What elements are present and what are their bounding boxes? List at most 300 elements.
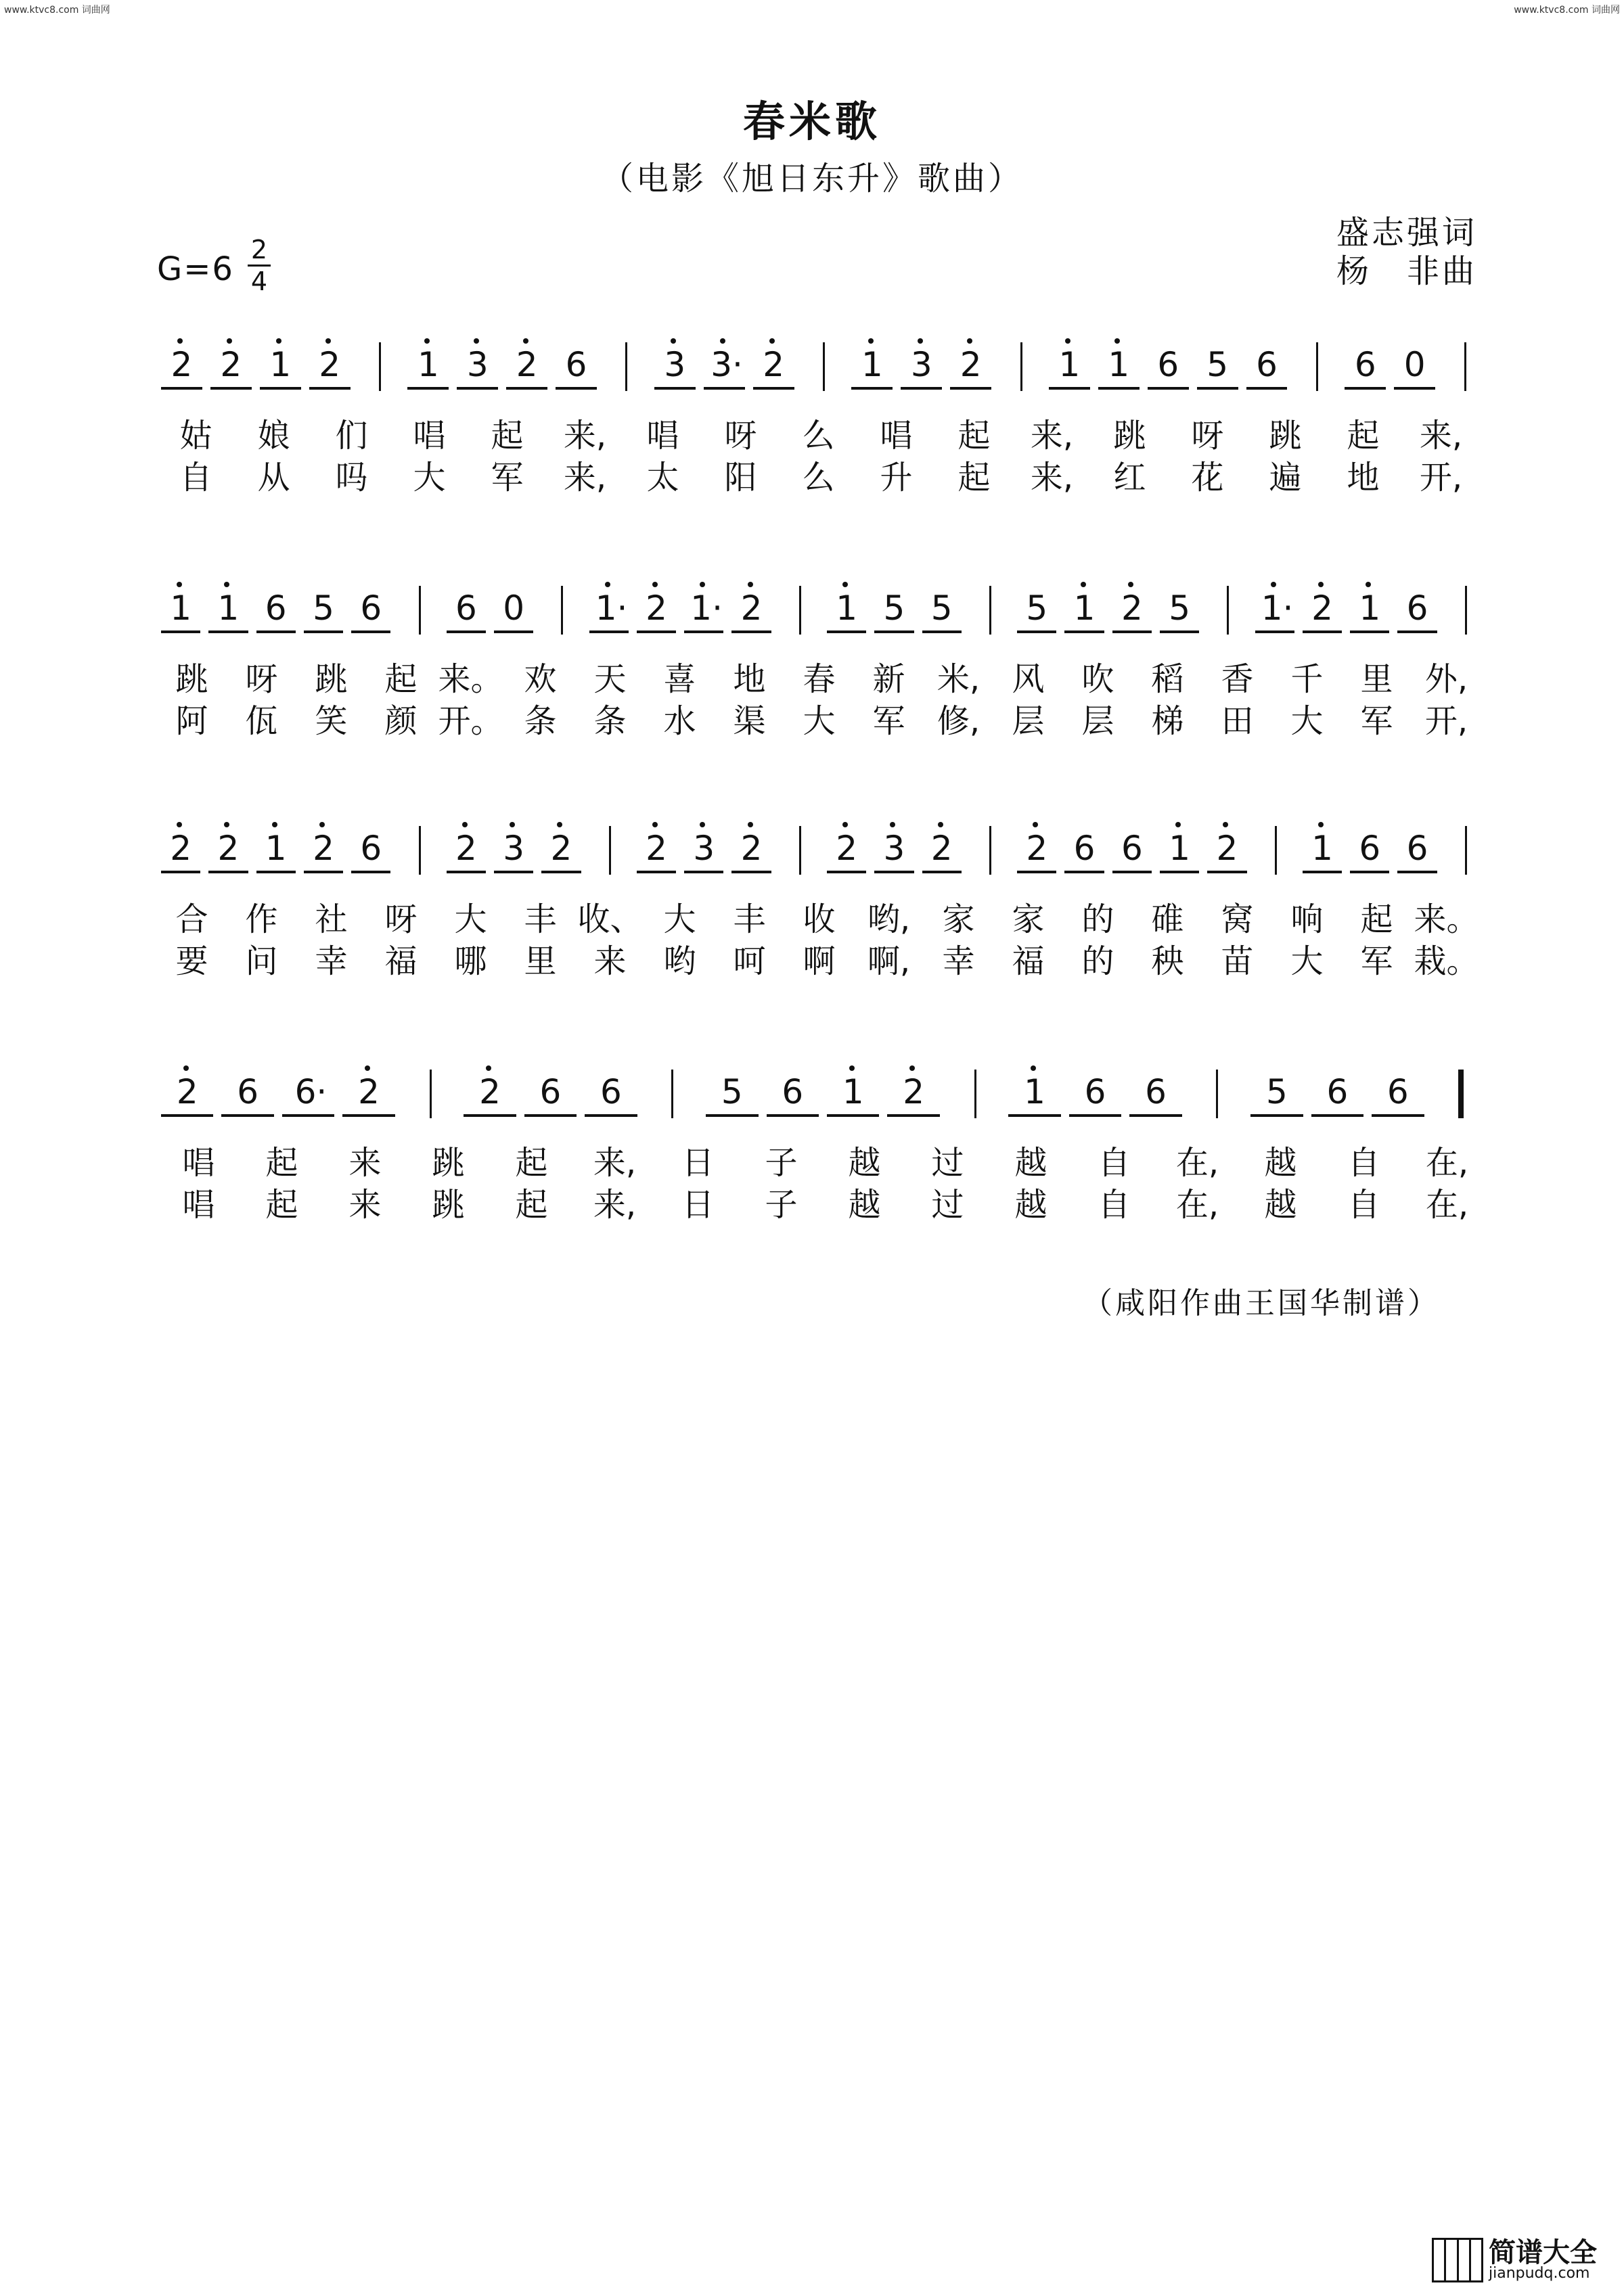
note: 2 [763, 345, 785, 384]
note: 1· [690, 589, 723, 628]
beam-line [1160, 871, 1199, 873]
beam-line [767, 1114, 819, 1117]
lyric-syllable: 新 [872, 660, 905, 698]
beam-line [1255, 630, 1294, 633]
beam-line [1017, 630, 1056, 633]
beam-line [556, 387, 597, 390]
lyrics-verse-2 [157, 935, 1481, 982]
octave-dot [1033, 822, 1038, 827]
lyric-syllable: 从 [257, 459, 290, 497]
lyric-syllable: 跳 [315, 660, 348, 698]
lyric-syllable: 里 [524, 942, 557, 980]
octave-dot [224, 822, 229, 827]
note: 1 [170, 589, 192, 628]
beam-line [704, 387, 745, 390]
lyric-syllable: 阳 [724, 459, 757, 497]
note: 5 [883, 589, 905, 628]
beam-line [887, 1114, 939, 1117]
octave-dot [1271, 582, 1276, 587]
octave-dot [510, 822, 515, 827]
lyric-syllable: 天 [593, 660, 627, 698]
lyric-syllable: 来, [1419, 417, 1463, 455]
lyric-syllable: 层 [1012, 702, 1045, 740]
lyric-syllable: 哟 [663, 942, 696, 980]
time-signature-top: 2 [250, 235, 268, 265]
barline [430, 1070, 432, 1118]
lyric-syllable: 要 [175, 942, 208, 980]
lyric-syllable: 跳 [432, 1186, 465, 1224]
beam-line [827, 1114, 879, 1117]
lyric-syllable: 问 [245, 942, 278, 980]
octave-dot [769, 338, 775, 344]
beam-line [1311, 1114, 1363, 1117]
barline [419, 826, 421, 875]
octave-dot [1223, 822, 1228, 827]
lyric-syllable: 田 [1221, 702, 1254, 740]
lyric-syllable: 来, [593, 1186, 637, 1224]
barline [823, 342, 825, 391]
lyric-syllable: 太 [646, 459, 679, 497]
note: 2 [550, 829, 572, 868]
note: 6 [782, 1072, 804, 1111]
lyric-syllable: 自 [1347, 1144, 1380, 1182]
lyric-syllable: 越 [848, 1186, 881, 1224]
note: 1 [1024, 1072, 1045, 1111]
lyric-syllable: 起 [515, 1186, 548, 1224]
lyric-syllable: 收、 [577, 900, 643, 938]
lyric-syllable: 来, [1030, 459, 1074, 497]
note: 5 [1266, 1072, 1288, 1111]
lyric-syllable: 起 [1360, 900, 1393, 938]
lyrics-verse-2 [157, 1178, 1489, 1225]
lyric-syllable: 苗 [1221, 942, 1254, 980]
octave-dot [1081, 582, 1086, 587]
lyric-syllable: 越 [1014, 1144, 1047, 1182]
lyric-syllable: 起 [957, 459, 991, 497]
lyric-syllable: 起 [515, 1144, 548, 1182]
lyric-syllable: 啊, [867, 942, 911, 980]
note: 6 [360, 829, 382, 868]
note: 6· [294, 1072, 328, 1111]
lyric-syllable: 呀 [245, 660, 278, 698]
lyric-syllable: 大 [1290, 702, 1324, 740]
octave-dot [918, 338, 923, 344]
octave-dot [842, 582, 848, 587]
lyric-syllable: 跳 [1269, 417, 1302, 455]
lyric-syllable: 起 [265, 1144, 298, 1182]
note: 1 [217, 589, 240, 628]
octave-dot [365, 1065, 370, 1071]
beam-line [457, 387, 498, 390]
note: 1· [1261, 589, 1294, 628]
lyric-syllable: 大 [454, 900, 487, 938]
beam-line [541, 871, 581, 873]
note: 2 [646, 589, 667, 628]
beam-line [210, 387, 252, 390]
beam-line [637, 871, 676, 873]
note: 1 [861, 345, 883, 384]
lyric-syllable: 呵 [733, 942, 766, 980]
lyric-syllable: 哪 [454, 942, 487, 980]
note: 1 [417, 345, 439, 384]
note: 2 [319, 345, 341, 384]
lyric-syllable: 开。 [438, 702, 503, 740]
beam-line [1098, 387, 1140, 390]
lyric-syllable: 起 [384, 660, 418, 698]
lyric-syllable: 来。 [438, 660, 503, 698]
lyrics-verse-1 [157, 1136, 1489, 1183]
beam-line [506, 387, 547, 390]
lyric-syllable: 跳 [432, 1144, 465, 1182]
lyric-syllable: 日 [681, 1186, 715, 1224]
final-barline [1458, 1070, 1464, 1118]
lyric-syllable: 大 [413, 459, 446, 497]
note: 1 [1108, 345, 1130, 384]
note: 1 [1311, 829, 1333, 868]
key-signature: G=6 [157, 250, 234, 288]
lyric-syllable: 红 [1113, 459, 1146, 497]
beam-line [1345, 387, 1386, 390]
beam-line [1246, 387, 1288, 390]
note: 0 [503, 589, 525, 628]
barline [989, 826, 991, 875]
lyric-syllable: 起 [957, 417, 991, 455]
note: 2 [313, 829, 334, 868]
lyric-syllable: 自 [1098, 1144, 1131, 1182]
beam-line [874, 871, 914, 873]
lyric-syllable: 唱 [880, 417, 913, 455]
note: 5 [1169, 589, 1191, 628]
octave-dot [325, 338, 331, 344]
barline [974, 1070, 976, 1118]
beam-line [351, 630, 390, 633]
beam-line [161, 387, 202, 390]
note: 1 [842, 1072, 864, 1111]
beam-line [589, 630, 629, 633]
lyric-syllable: 梯 [1151, 702, 1184, 740]
octave-dot [177, 338, 183, 344]
beam-line [351, 871, 390, 873]
beam-line [304, 630, 343, 633]
beam-line [1148, 387, 1189, 390]
arranger-note: （咸阳作曲王国华制谱） [1083, 1286, 1440, 1321]
beam-line [342, 1114, 394, 1117]
octave-dot [652, 822, 658, 827]
beam-line [731, 630, 771, 633]
lyric-syllable: 军 [872, 702, 905, 740]
lyric-syllable: 春 [803, 660, 836, 698]
note: 5 [313, 589, 334, 628]
lyric-syllable: 风 [1012, 660, 1045, 698]
beam-line [1017, 871, 1056, 873]
lyric-syllable: 过 [931, 1186, 964, 1224]
beam-line [221, 1114, 273, 1117]
beam-line [1250, 1114, 1303, 1117]
lyric-syllable: 起 [491, 417, 524, 455]
note: 3 [466, 345, 489, 384]
lyric-syllable: 军 [1360, 702, 1393, 740]
note: 2 [171, 345, 193, 384]
note: 2 [740, 829, 763, 868]
octave-dot [1065, 338, 1070, 344]
beam-line [1069, 1114, 1121, 1117]
beam-line [1064, 630, 1104, 633]
lyric-syllable: 大 [663, 900, 696, 938]
note: 6 [455, 589, 477, 628]
beam-line [1303, 871, 1342, 873]
lyric-syllable: 香 [1221, 660, 1254, 698]
lyric-syllable: 渠 [733, 702, 766, 740]
note: 6 [237, 1072, 259, 1111]
note: 2 [455, 829, 477, 868]
beam-line [256, 871, 296, 873]
lyric-syllable: 家 [1012, 900, 1045, 938]
lyric-syllable: 丰 [524, 900, 557, 938]
lyric-syllable: 自 [179, 459, 212, 497]
note: 6 [1386, 1072, 1409, 1111]
beam-line [1064, 871, 1104, 873]
lyric-syllable: 军 [491, 459, 524, 497]
lyric-syllable: 栽。 [1414, 942, 1479, 980]
note: 1· [595, 589, 628, 628]
lyric-syllable: 自 [1347, 1186, 1380, 1224]
note: 6 [265, 589, 287, 628]
song-subtitle: （电影《旭日东升》歌曲） [600, 160, 1023, 198]
octave-dot [1114, 338, 1120, 344]
note: 3 [693, 829, 715, 868]
barline [1275, 826, 1277, 875]
note: 1 [1169, 829, 1191, 868]
time-signature-bottom: 4 [250, 267, 268, 296]
note: 6 [1084, 1072, 1106, 1111]
lyric-syllable: 佤 [245, 702, 278, 740]
note: 0 [1403, 345, 1426, 384]
octave-dot [462, 822, 468, 827]
time-signature [248, 237, 271, 294]
beam-line [851, 387, 893, 390]
lyric-syllable: 颜 [384, 702, 418, 740]
octave-dot [177, 822, 182, 827]
lyric-syllable: 欢 [524, 660, 557, 698]
lyric-syllable: 条 [593, 702, 627, 740]
piano-keys-icon [1432, 2238, 1483, 2282]
beam-line [524, 1114, 577, 1117]
note: 3 [503, 829, 525, 868]
note: 2 [740, 589, 763, 628]
lyric-syllable: 日 [681, 1144, 715, 1182]
lyric-syllable: 越 [1264, 1144, 1297, 1182]
note: 6 [1354, 345, 1376, 384]
beam-line [1397, 630, 1437, 633]
beam-line [684, 871, 723, 873]
lyric-syllable: 遍 [1269, 459, 1302, 497]
beam-line [447, 871, 486, 873]
octave-dot [486, 1065, 491, 1071]
beam-line [1303, 630, 1342, 633]
beam-line [208, 630, 248, 633]
beam-line [1394, 387, 1435, 390]
lyric-syllable: 的 [1081, 942, 1114, 980]
logo-name: 简谱大全 [1489, 2237, 1597, 2268]
note: 6 [1326, 1072, 1349, 1111]
beam-line [1372, 1114, 1424, 1117]
note: 6 [1121, 829, 1143, 868]
lyrics-verse-2 [157, 451, 1480, 498]
lyric-syllable: 吹 [1081, 660, 1114, 698]
lyric-syllable: 自 [1098, 1186, 1131, 1224]
lyric-syllable: 子 [765, 1186, 798, 1224]
octave-dot [720, 338, 725, 344]
lyric-syllable: 越 [1264, 1186, 1297, 1224]
note: 2 [1311, 589, 1333, 628]
lyric-syllable: 越 [848, 1144, 881, 1182]
octave-dot [1318, 582, 1324, 587]
lyricist-credit: 盛志强词 [1336, 214, 1478, 252]
lyric-syllable: 姑 [179, 417, 212, 455]
notes-line [0, 829, 1624, 883]
lyric-syllable: 合 [175, 900, 208, 938]
beam-line [256, 630, 296, 633]
lyric-syllable: 娘 [257, 417, 290, 455]
octave-dot [700, 822, 705, 827]
lyric-syllable: 阿 [175, 702, 208, 740]
lyric-syllable: 条 [524, 702, 557, 740]
octave-dot [671, 338, 676, 344]
lyric-syllable: 喜 [663, 660, 696, 698]
beam-line [637, 630, 676, 633]
lyric-syllable: 来 [348, 1144, 382, 1182]
note: 6 [1145, 1072, 1167, 1111]
lyric-syllable: 哟, [867, 900, 911, 938]
note: 2 [903, 1072, 925, 1111]
lyric-syllable: 起 [1347, 417, 1380, 455]
beam-line [1350, 630, 1389, 633]
lyric-syllable: 在, [1175, 1186, 1219, 1224]
octave-dot [605, 582, 610, 587]
lyric-syllable: 响 [1290, 900, 1324, 938]
top-left-watermark: www.ktvc8.com 词曲网 [4, 5, 110, 16]
octave-dot [557, 822, 562, 827]
beam-line [827, 630, 866, 633]
barline [419, 586, 421, 635]
beam-line [1129, 1114, 1181, 1117]
notes-line [0, 589, 1624, 643]
barline [799, 826, 801, 875]
lyric-syllable: 越 [1014, 1186, 1047, 1224]
note: 1 [269, 345, 292, 384]
beam-line [1112, 871, 1152, 873]
octave-dot [748, 582, 753, 587]
octave-dot [700, 582, 705, 587]
lyric-syllable: 大 [1290, 942, 1324, 980]
beam-line [827, 871, 866, 873]
note: 1 [836, 589, 858, 628]
note: 1 [1359, 589, 1381, 628]
note: 6 [1073, 829, 1096, 868]
notes-line [0, 1072, 1624, 1126]
beam-line [654, 387, 696, 390]
lyric-syllable: 呀 [1191, 417, 1224, 455]
note: 3· [710, 345, 743, 384]
lyric-syllable: 层 [1081, 702, 1114, 740]
lyric-syllable: 里 [1360, 660, 1393, 698]
lyric-syllable: 地 [1347, 459, 1380, 497]
beam-line [447, 630, 486, 633]
lyric-syllable: 碓 [1151, 900, 1184, 938]
beam-line [1350, 871, 1389, 873]
octave-dot [1128, 582, 1133, 587]
beam-line [731, 871, 771, 873]
top-right-watermark: www.ktvc8.com 词曲网 [1514, 5, 1620, 16]
barline [1316, 342, 1318, 391]
composer-credit: 杨 非曲 [1336, 252, 1478, 290]
octave-dot [474, 338, 479, 344]
beam-line [1049, 387, 1090, 390]
lyric-syllable: 来 [348, 1186, 382, 1224]
beam-line [922, 871, 962, 873]
barline [1020, 342, 1022, 391]
note: 3 [664, 345, 686, 384]
note: 1 [1058, 345, 1081, 384]
note: 5 [1026, 589, 1048, 628]
lyric-syllable: 的 [1081, 900, 1114, 938]
lyric-syllable: 家 [942, 900, 975, 938]
note: 1 [1073, 589, 1096, 628]
note: 6 [1359, 829, 1381, 868]
note: 1 [265, 829, 287, 868]
lyric-syllable: 福 [1012, 942, 1045, 980]
lyrics-verse-1 [157, 653, 1481, 699]
lyrics-verse-2 [157, 695, 1481, 741]
note: 6 [1256, 345, 1278, 384]
beam-line [1112, 630, 1152, 633]
barline [609, 826, 611, 875]
note: 2 [930, 829, 953, 868]
note: 2 [646, 829, 667, 868]
note: 2 [836, 829, 858, 868]
lyric-syllable: 幸 [315, 942, 348, 980]
lyric-syllable: 修, [937, 702, 980, 740]
barline [671, 1070, 673, 1118]
beam-line [922, 630, 962, 633]
lyrics-verse-1 [157, 409, 1480, 456]
octave-dot [938, 822, 943, 827]
beam-line [208, 871, 248, 873]
lyric-syllable: 窝 [1221, 900, 1254, 938]
note: 2 [1121, 589, 1143, 628]
note: 6 [600, 1072, 622, 1111]
logo-url: jianpudq.com [1489, 2265, 1590, 2282]
note: 5 [930, 589, 953, 628]
barline [1216, 1070, 1218, 1118]
lyric-syllable: 在, [1175, 1144, 1219, 1182]
beam-line [494, 871, 533, 873]
octave-dot [909, 1065, 915, 1071]
note: 6 [1406, 589, 1428, 628]
lyric-syllable: 社 [315, 900, 348, 938]
lyric-syllable: 外, [1424, 660, 1468, 698]
beam-line [1207, 871, 1246, 873]
beam-line [309, 387, 351, 390]
octave-dot [842, 822, 848, 827]
beam-line [585, 1114, 637, 1117]
lyric-syllable: 收 [803, 900, 836, 938]
note: 3 [883, 829, 905, 868]
lyric-syllable: 子 [765, 1144, 798, 1182]
octave-dot [272, 822, 277, 827]
beam-line [874, 630, 914, 633]
lyric-syllable: 花 [1191, 459, 1224, 497]
